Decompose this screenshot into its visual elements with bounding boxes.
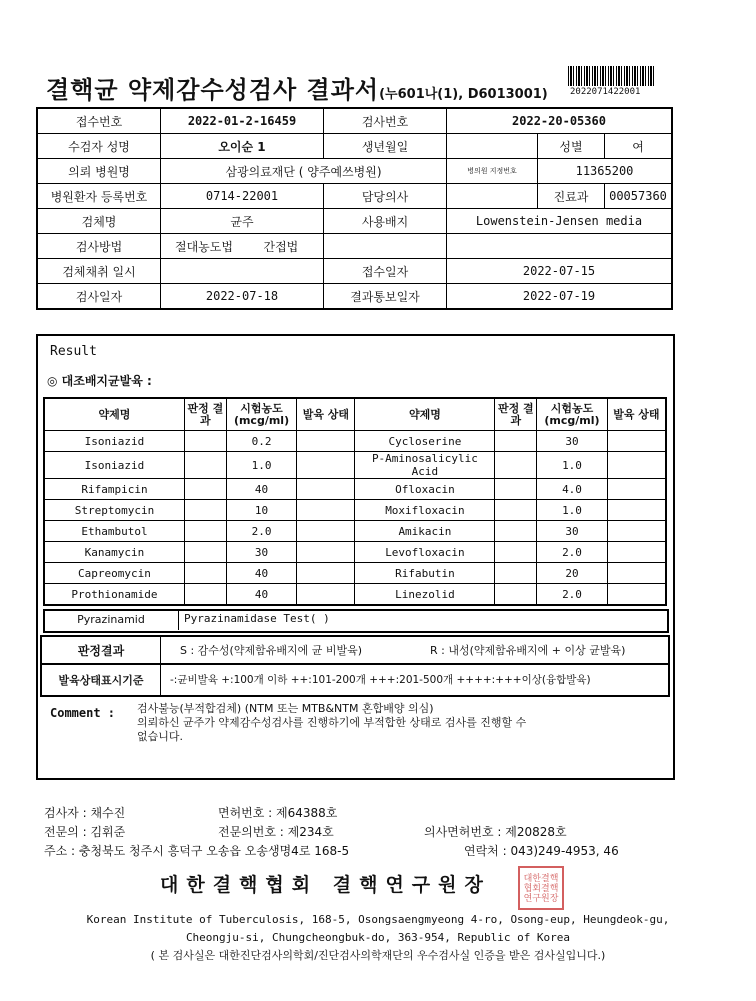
growth-cell [297, 542, 355, 563]
drug-name: Kanamycin [44, 542, 184, 563]
pyrazinamide-label: Pyrazinamid [44, 610, 179, 630]
test-date: 2022-07-18 [161, 284, 324, 310]
table-row [44, 479, 666, 500]
english-address [20, 911, 736, 947]
concentration: 2.0 [537, 542, 607, 563]
medium: Lowenstein-Jensen media [447, 209, 673, 234]
judgment-cell [184, 431, 226, 452]
doctor [447, 184, 538, 209]
col-conc: 시험농도 (mcg/ml) [537, 398, 607, 431]
judgment-cell [184, 479, 226, 500]
receipt-no: 2022-01-2-16459 [161, 108, 324, 134]
table-row [44, 500, 666, 521]
dept-label: 진료과 [538, 184, 605, 209]
hospital-code: 11365200 [538, 159, 673, 184]
growth-cell [607, 563, 666, 584]
contact: 연락처 : 043)249-4953, 46 [464, 844, 619, 858]
address: 주소 : 충청북도 청주시 흥덕구 오송읍 오송생명4로 168-5 [44, 844, 350, 858]
title-text: 결핵균 약제감수성검사 결과서 [46, 76, 380, 104]
specialist: 전문의 : 김휘준 [44, 825, 126, 839]
comment-line: 의뢰하신 균주가 약제감수성검사를 진행하기에 부적합한 상태로 검사를 진행할 수 [137, 716, 527, 729]
hospital-label: 의뢰 병원명 [37, 159, 161, 184]
col-drug: 약제명 [44, 398, 184, 431]
table-row [44, 452, 666, 479]
concentration: 2.0 [226, 521, 296, 542]
drug-name: Capreomycin [44, 563, 184, 584]
growth-cell [607, 521, 666, 542]
concentration: 30 [226, 542, 296, 563]
tester-license: 면허번호 : 제64388호 [218, 806, 338, 820]
concentration: 40 [226, 584, 296, 606]
col-growth: 발육 상태 [297, 398, 355, 431]
concentration: 0.2 [226, 431, 296, 452]
concentration: 40 [226, 563, 296, 584]
english-address-line: Korean Institute of Tuberculosis, 168-5, Osongsaengmyeong 4-ro, Osong-eup, Heungdeok-gu, [86, 913, 670, 926]
report-date: 2022-07-19 [447, 284, 673, 310]
judgment-cell [495, 500, 537, 521]
barcode-number: 2022071422001 [570, 87, 641, 97]
table-row [44, 431, 666, 452]
col-growth: 발육 상태 [607, 398, 666, 431]
judgment-cell [495, 542, 537, 563]
document-title [46, 70, 548, 105]
test-no: 2022-20-05360 [447, 108, 673, 134]
growth-cell [297, 563, 355, 584]
test-date-label: 검사일자 [37, 284, 161, 310]
hospital: 삼광의료재단 ( 양주예쓰병원) [161, 159, 447, 184]
title-subcode: (누601나(1), D6013001) [379, 87, 548, 102]
doctor-license: 의사면허번호 : 제20828호 [424, 825, 567, 839]
drug-name: Streptomycin [44, 500, 184, 521]
pyrazinamidase-test: Pyrazinamidase Test( ) [184, 612, 330, 625]
receipt-date: 2022-07-15 [447, 259, 673, 284]
drug-name: Cycloserine [355, 431, 495, 452]
growth-cell [607, 431, 666, 452]
growth-cell [297, 500, 355, 521]
report-date-label: 결과통보일자 [324, 284, 447, 310]
concentration: 20 [537, 563, 607, 584]
growth-cell [607, 479, 666, 500]
col-conc: 시험농도 (mcg/ml) [226, 398, 296, 431]
drug-name: Rifampicin [44, 479, 184, 500]
concentration: 30 [537, 521, 607, 542]
collection-date-label: 검체채취 일시 [37, 259, 161, 284]
medium-label: 사용배지 [324, 209, 447, 234]
growth-cell [607, 542, 666, 563]
comment-line: 검사불능(부적합검체) (NTM 또는 MTB&NTM 혼합배양 의심) [137, 702, 434, 715]
drug-name: Isoniazid [44, 452, 184, 479]
sex-label: 성별 [538, 134, 605, 159]
drug-name: Levofloxacin [355, 542, 495, 563]
reg-no-label: 병원환자 등록번호 [37, 184, 161, 209]
concentration: 2.0 [537, 584, 607, 606]
patient-name-label: 수검자 성명 [37, 134, 161, 159]
judgment-cell [495, 479, 537, 500]
dob-label: 생년월일 [324, 134, 447, 159]
judgment-cell [495, 563, 537, 584]
judgment-cell [184, 521, 226, 542]
barcode [568, 66, 656, 86]
doctor-label: 담당의사 [324, 184, 447, 209]
empty-cell [324, 234, 447, 259]
english-address-line: Cheongju-si, Chungcheongbuk-do, 363-954, Republic of Korea [185, 931, 571, 944]
collection-date [161, 259, 324, 284]
method [161, 234, 324, 259]
control-growth-label: ◎ 대조배지균발육 : [47, 374, 152, 388]
method-absolute: 절대농도법 [175, 239, 233, 254]
comment-text [137, 702, 657, 744]
susceptible-definition: S : 감수성(약제함유배지에 균 비발육) [180, 644, 363, 657]
judgment-cell [495, 521, 537, 542]
judgment-cell [495, 584, 537, 606]
patient-name: 오이순 1 [161, 134, 324, 159]
judgment-cell [184, 500, 226, 521]
table-row [44, 542, 666, 563]
growth-cell [297, 431, 355, 452]
col-judgment: 판정 결과 [495, 398, 537, 431]
table-row [44, 584, 666, 606]
patient-info-table [36, 107, 673, 310]
comment-line: 없습니다. [137, 730, 184, 743]
col-judgment: 판정 결과 [184, 398, 226, 431]
growth-criteria-label: 발육상태표시기준 [58, 674, 144, 687]
judgment-criteria-label: 판정결과 [77, 644, 125, 658]
table-row [44, 563, 666, 584]
drug-name: Amikacin [355, 521, 495, 542]
tester: 검사자 : 채수진 [44, 806, 126, 820]
official-seal: 대한결핵협회결핵연구원장 [518, 866, 564, 910]
drug-name: Prothionamide [44, 584, 184, 606]
growth-cell [297, 452, 355, 479]
certification-note: ( 본 검사실은 대한진단검사의학회/진단검사의학재단의 우수검사실 인증을 받은 검사실입니다.) [150, 949, 606, 962]
growth-cell [607, 452, 666, 479]
col-drug: 약제명 [355, 398, 495, 431]
specimen: 균주 [161, 209, 324, 234]
empty-cell [447, 234, 673, 259]
specialist-no: 전문의번호 : 제234호 [218, 825, 334, 839]
comment-label: Comment : [50, 706, 116, 720]
judgment-cell [495, 431, 537, 452]
drug-name: Ethambutol [44, 521, 184, 542]
concentration: 10 [226, 500, 296, 521]
criteria-divider [40, 663, 668, 665]
test-no-label: 검사번호 [324, 108, 447, 134]
drug-name: Linezolid [355, 584, 495, 606]
dept: 00057360 [605, 184, 673, 209]
concentration: 4.0 [537, 479, 607, 500]
drug-name: Ofloxacin [355, 479, 495, 500]
reg-no: 0714-22001 [161, 184, 324, 209]
judgment-cell [495, 452, 537, 479]
receipt-date-label: 접수일자 [324, 259, 447, 284]
sex: 여 [605, 134, 673, 159]
resistant-definition: R : 내성(약제함유배지에 + 이상 균발육) [430, 644, 626, 657]
judgment-cell [184, 584, 226, 606]
criteria-col-divider [160, 635, 161, 695]
growth-cell [297, 521, 355, 542]
drug-name: Moxifloxacin [355, 500, 495, 521]
judgment-cell [184, 452, 226, 479]
drug-name: Isoniazid [44, 431, 184, 452]
drug-table [43, 397, 667, 606]
organization-name: 대한결핵협회 결핵연구원장 [160, 874, 491, 896]
table-row [44, 521, 666, 542]
receipt-no-label: 접수번호 [37, 108, 161, 134]
hospital-code-label: 병의원 지정번호 [447, 159, 538, 184]
drug-name: Rifabutin [355, 563, 495, 584]
growth-cell [607, 584, 666, 606]
method-label: 검사방법 [37, 234, 161, 259]
drug-name: P-Aminosalicylic Acid [355, 452, 495, 479]
concentration: 1.0 [537, 500, 607, 521]
result-label: Result [50, 344, 97, 359]
concentration: 1.0 [537, 452, 607, 479]
growth-cell [297, 584, 355, 606]
concentration: 1.0 [226, 452, 296, 479]
growth-criteria-text: -:균비발육 +:100개 이하 ++:101-200개 +++:201-500개 ++++:+++이상(융합발육) [170, 674, 591, 686]
growth-cell [607, 500, 666, 521]
judgment-cell [184, 563, 226, 584]
concentration: 40 [226, 479, 296, 500]
growth-cell [297, 479, 355, 500]
dob [447, 134, 538, 159]
concentration: 30 [537, 431, 607, 452]
judgment-cell [184, 542, 226, 563]
specimen-label: 검체명 [37, 209, 161, 234]
method-indirect: 간접법 [263, 239, 299, 254]
